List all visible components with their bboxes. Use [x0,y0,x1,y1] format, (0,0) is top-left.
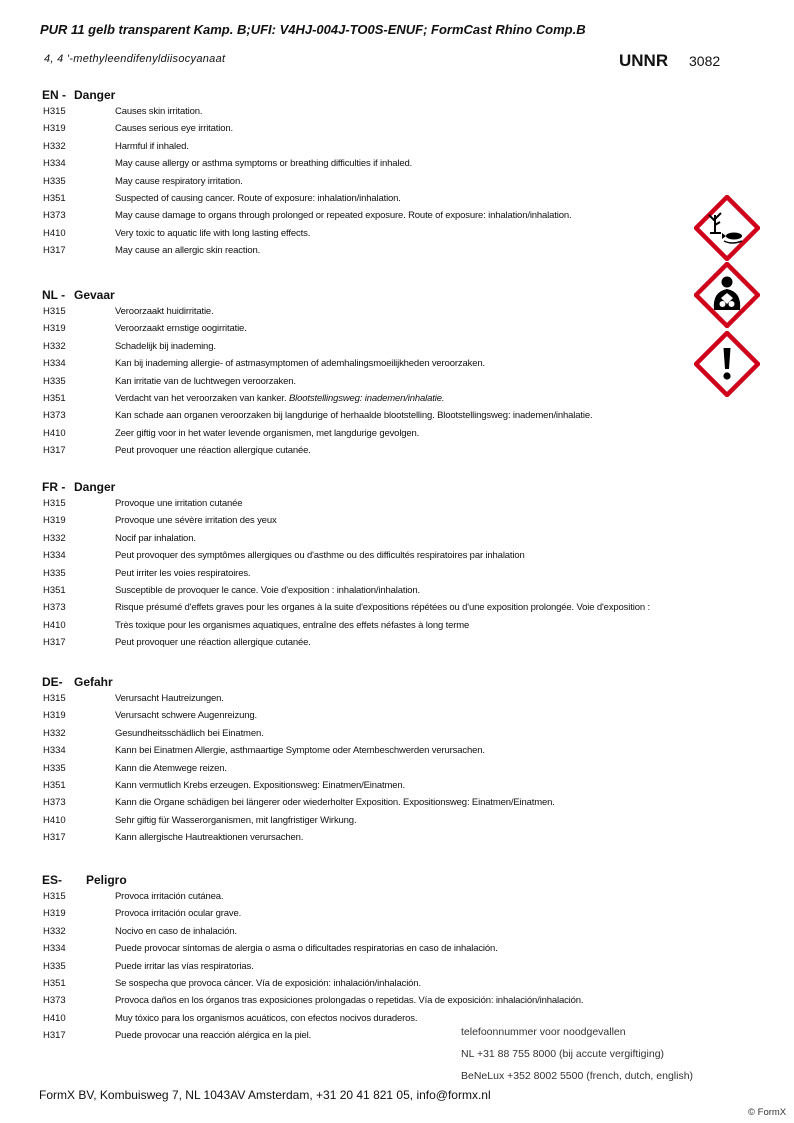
hazard-text [115,106,202,117]
hazard-text-main: Muy tóxico para los organismos acuáticos, con efectos nocivos duraderos. [115,1012,418,1024]
hazard-text-main: Causes skin irritation. [115,106,203,117]
hazard-text-main: Peut provoquer une réaction allergique cutanée. [115,445,311,457]
hazard-statement-row [0,908,794,925]
hazard-statement-row [0,176,794,193]
hazard-text-main: Veroorzaakt huidirritatie. [115,306,214,317]
h-code: H335 [43,175,66,187]
hazard-text-main: Très toxique pour les organismes aquatiques, entraîne des effets néfastes à long terme [115,619,470,631]
signal-word: Danger [74,480,116,494]
hazard-statement-row [0,745,794,762]
hazard-text [115,158,412,169]
hazard-text-main: Peut irriter les voies respiratoires. [115,567,251,579]
hazard-statement-row [0,693,794,710]
h-code: H373 [43,210,66,222]
hazard-statement-row [0,943,794,960]
h-code: H317 [43,445,66,457]
hazard-text-main: Kann die Atemwege reizen. [115,762,227,774]
hazard-statement-row [0,1013,794,1030]
hazard-text [115,568,250,579]
hazard-text [115,176,243,187]
h-code: H373 [43,410,66,422]
hazard-text-main: Schadelijk bij inademing. [115,340,216,352]
hazard-text-main: Provoca daños en los órganos tras exposiciones prolongadas o repetidas. Vía de exposición: inhalación/inhalación. [115,995,584,1007]
emergency-label: telefoonnummer voor noodgevallen [461,1026,626,1038]
h-code: H410 [43,227,66,239]
unnr-value: 3082 [689,53,721,69]
hazard-text [115,323,247,334]
hazard-statement-row [0,620,794,637]
hazard-statement-row [0,891,794,908]
hazard-statement-row [0,193,794,210]
copyright: © FormX [748,1107,787,1118]
hazard-statement-row [0,158,794,175]
hazard-text [115,978,421,989]
company-footer: FormX BV, Kombuisweg 7, NL 1043AV Amsterdam, +31 20 41 821 05, info@formx.nl [39,1088,491,1102]
hazard-text-main: Kann vermutlich Krebs erzeugen. Expositionsweg: Einatmen/Einatmen. [115,780,406,791]
hazard-statement-row [0,245,794,262]
hazard-text [115,1030,311,1041]
hazard-statement-row [0,961,794,978]
hazard-statement-row [0,533,794,550]
hazard-statement-row [0,306,794,323]
hazard-text-main: Suspected of causing cancer. Route of exposure: inhalation/inhalation. [115,193,401,204]
hazard-text [115,780,405,791]
language-code: EN - [42,88,66,102]
hazard-text [115,341,216,352]
health-hazard-icon [694,262,760,328]
hazard-text-main: Provoca irritación cutánea. [115,891,224,902]
hazard-text-main: Verursacht Hautreizungen. [115,693,224,704]
hazard-text-main: Zeer giftig voor in het water levende organismen, met langdurige gevolgen. [115,427,420,439]
h-code: H335 [43,567,66,579]
signal-word: Gefahr [74,675,113,689]
h-code: H317 [43,245,66,257]
hazard-text [115,637,311,648]
hazard-text-main: Kann die Organe schädigen bei längerer oder wiederholter Exposition. Expositionsweg: Einatmen/Einatmen. [115,797,555,809]
hazard-text [115,926,237,937]
hazard-statement-row [0,141,794,158]
hazard-text [115,797,555,808]
hazard-statement-row [0,210,794,227]
h-code: H335 [43,375,66,387]
h-code: H332 [43,727,66,739]
h-code: H317 [43,1030,66,1042]
h-code: H334 [43,358,66,370]
hazard-text [115,891,223,902]
language-code: FR - [42,480,66,494]
hazard-text [115,995,583,1006]
h-code: H351 [43,978,66,989]
hazard-text [115,961,254,972]
h-code: H334 [43,158,66,170]
hazard-statement-row [0,445,794,462]
hazard-text-main: Gesundheitsschädlich bei Einatmen. [115,727,264,739]
h-code: H351 [43,780,66,791]
signal-word: Gevaar [74,288,115,302]
hazard-statement-row [0,341,794,358]
hazard-statement-row [0,637,794,654]
exclamation-mark-icon [694,331,760,397]
hazard-text-main: Peut provoquer des symptômes allergiques ou d'asthme ou des difficultés respiratoires par inhalation [115,550,525,562]
h-code: H315 [43,693,66,704]
h-code: H410 [43,427,66,439]
hazard-text-main: Kan bij inademing allergie- of astmasymptomen of ademhalingsmoeilijkheden veroorzaken. [115,358,485,370]
hazard-statement-row [0,763,794,780]
hazard-text [115,763,227,774]
hazard-statement-row [0,1030,794,1047]
h-code: H317 [43,637,66,649]
hazard-statement-row [0,376,794,393]
hazard-text-main: Very toxic to aquatic life with long lasting effects. [115,227,311,239]
hazard-text [115,602,650,613]
hazard-text-main: Verdacht van het veroorzaken van kanker. [115,393,287,404]
h-code: H373 [43,602,66,614]
hazard-statement-row [0,568,794,585]
h-code: H315 [43,306,66,317]
language-code: NL - [42,288,66,302]
hazard-text [115,710,257,721]
hazard-text [115,428,419,439]
hazard-statement-row [0,228,794,245]
hazard-text [115,245,260,256]
hazard-text-main: Kan schade aan organen veroorzaken bij langdurige of herhaalde blootstelling. Blootstellingsweg: inademen/inhalatie. [115,410,593,422]
h-code: H334 [43,745,66,757]
hazard-statement-row [0,978,794,995]
environment-hazard-icon [694,195,760,261]
product-title: PUR 11 gelb transparent Kamp. B;UFI: V4HJ-004J-TO0S-ENUF; FormCast Rhino Comp.B [40,22,586,37]
hazard-text-main: Kann allergische Hautreaktionen verursachen. [115,832,304,844]
h-code: H315 [43,498,66,509]
h-code: H410 [43,619,66,631]
h-code: H315 [43,106,66,117]
hazard-statement-row [0,710,794,727]
h-code: H335 [43,762,66,774]
h-code: H319 [43,323,66,335]
hazard-statement-row [0,498,794,515]
hazard-text [115,193,401,204]
h-code: H319 [43,710,66,722]
h-code: H373 [43,995,66,1007]
hazard-text [115,306,214,317]
hazard-statement-row [0,728,794,745]
hazard-statement-row [0,323,794,340]
hazard-text [115,228,310,239]
hazard-text [115,585,420,596]
hazard-text [115,745,485,756]
hazard-text-main: Provoque une irritation cutanée [115,498,243,509]
language-code: DE- [42,675,63,689]
hazard-statement-row [0,123,794,140]
h-code: H410 [43,814,66,826]
h-code: H332 [43,532,66,544]
hazard-statement-row [0,428,794,445]
hazard-text-main: Nocivo en caso de inhalación. [115,925,237,937]
hazard-text-main: Provoque une sévère irritation des yeux [115,515,277,527]
hazard-text [115,533,196,544]
h-code: H334 [43,943,66,955]
substance-name: 4, 4 '-methyleendifenyldiisocyanaat [44,53,226,65]
unnr-label: UNNR [619,51,669,70]
hazard-text [115,393,444,404]
hazard-text [115,693,224,704]
hazard-statement-row [0,106,794,123]
hazard-text-main: Sehr giftig für Wasserorganismen, mit langfristiger Wirkung. [115,814,357,826]
hazard-text [115,1013,417,1024]
hazard-statement-row [0,815,794,832]
signal-word: Peligro [86,873,127,887]
h-code: H335 [43,960,66,972]
hazard-statement-row [0,995,794,1012]
hazard-text-main: Risque présumé d'effets graves pour les organes à la suite d'expositions répétées ou d'une exposition prolongée. Voie d'exposition : [115,602,650,614]
hazard-statement-row [0,410,794,427]
hazard-text [115,515,277,526]
hazard-text [115,498,242,509]
hazard-statement-row [0,585,794,602]
hazard-text-main: Veroorzaakt ernstige oogirritatie. [115,323,247,335]
h-code: H373 [43,797,66,809]
h-code: H410 [43,1012,66,1024]
hazard-statement-row [0,832,794,849]
hazard-text-main: Se sospecha que provoca cáncer. Vía de exposición: inhalación/inhalación. [115,978,421,989]
hazard-text [115,358,485,369]
hazard-text-main: Puede provocar una reacción alérgica en la piel. [115,1030,312,1042]
h-code: H351 [43,393,66,404]
h-code: H334 [43,550,66,562]
hazard-text [115,908,241,919]
hazard-text [115,815,356,826]
emergency-benelux: BeNeLux +352 8002 5500 (french, dutch, english) [461,1070,694,1082]
hazard-text [115,123,233,134]
hazard-text [115,832,303,843]
h-code: H332 [43,925,66,937]
hazard-text [115,445,311,456]
hazard-statement-row [0,797,794,814]
hazard-statement-row [0,780,794,797]
h-code: H351 [43,193,66,204]
hazard-statement-row [0,602,794,619]
hazard-text-italic: Blootstellingsweg: inademen/inhalatie. [288,393,445,404]
hazard-text-main: Puede provocar síntomas de alergia o asma o dificultades respiratorias en caso de inhalación. [115,943,498,955]
hazard-text [115,728,264,739]
hazard-statement-row [0,926,794,943]
h-code: H351 [43,585,66,596]
hazard-statement-row [0,393,794,410]
hazard-text-main: Verursacht schwere Augenreizung. [115,710,258,722]
signal-word: Danger [74,88,116,102]
hazard-text-main: Susceptible de provoquer le cance. Voie d'exposition : inhalation/inhalation. [115,585,421,596]
h-code: H317 [43,832,66,844]
hazard-text [115,550,525,561]
hazard-text [115,943,498,954]
hazard-text-main: Causes serious eye irritation. [115,123,233,135]
hazard-text-main: May cause respiratory irritation. [115,175,243,187]
hazard-text [115,210,571,221]
h-code: H332 [43,340,66,352]
hazard-text-main: Kan irritatie van de luchtwegen veroorzaken. [115,375,296,387]
hazard-text [115,141,189,152]
h-code: H332 [43,140,66,152]
hazard-text-main: May cause damage to organs through prolonged or repeated exposure. Route of exposure: inhalation/inhalation. [115,210,572,222]
hazard-text [115,376,296,387]
emergency-nl: NL +31 88 755 8000 (bij accute vergiftiging) [461,1048,665,1060]
hazard-text-main: May cause an allergic skin reaction. [115,245,261,257]
h-code: H315 [43,891,66,902]
language-code: ES- [42,873,63,887]
hazard-text-main: Harmful if inhaled. [115,140,189,152]
h-code: H319 [43,515,66,527]
hazard-statement-row [0,550,794,567]
hazard-text-main: Nocif par inhalation. [115,532,196,544]
hazard-text [115,410,592,421]
hazard-text-main: Puede irritar las vías respiratorias. [115,960,254,972]
hazard-statement-row [0,515,794,532]
hazard-text-main: Kann bei Einatmen Allergie, asthmaartige Symptome oder Atembeschwerden verursachen. [115,745,485,757]
hazard-text-main: Provoca irritación ocular grave. [115,908,242,920]
hazard-text-main: Peut provoquer une réaction allergique cutanée. [115,637,311,649]
hazard-text [115,620,469,631]
h-code: H319 [43,908,66,920]
hazard-text-main: May cause allergy or asthma symptoms or breathing difficulties if inhaled. [115,158,413,170]
hazard-statement-row [0,358,794,375]
h-code: H319 [43,123,66,135]
